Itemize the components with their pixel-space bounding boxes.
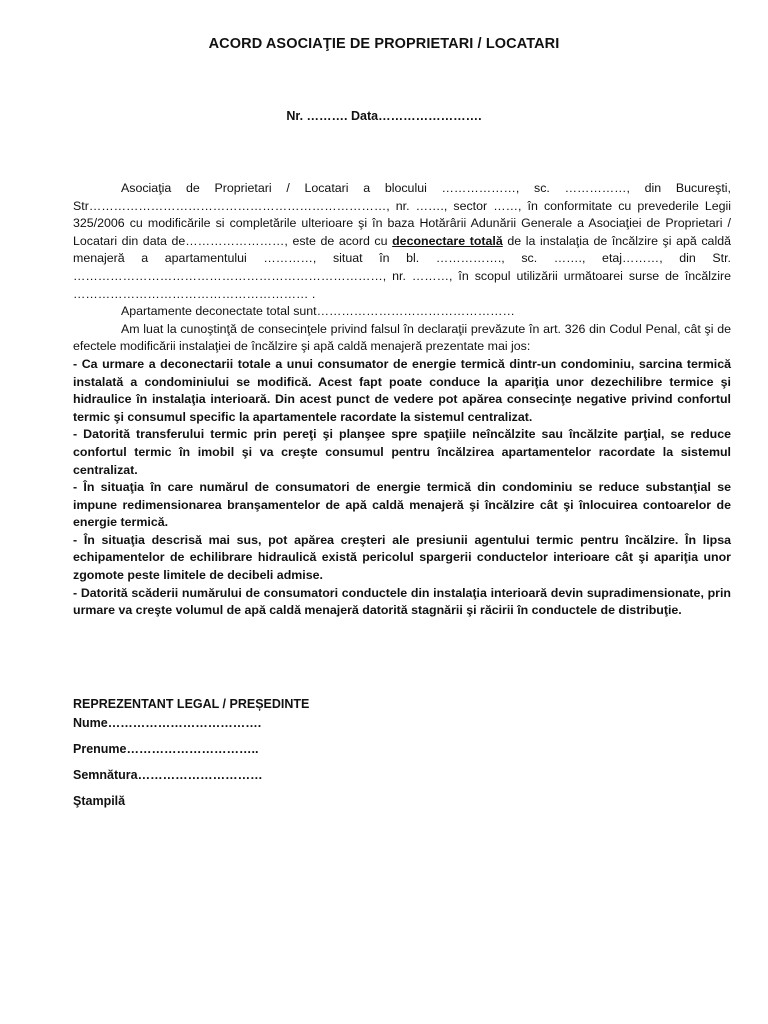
apartments-line: Apartamente deconectate total sunt………………………………………… bbox=[121, 304, 515, 319]
consequence-point-4: - În situaţia descrisă mai sus, pot apărea creşteri ale presiunii agentului termic pentru încălzire. În lipsa echipamentelor de echilibrare hidraulică există pericolul spargerii conductelor interioare cât şi apariţia unor zgomote peste limitele de decibeli admise. bbox=[73, 532, 731, 583]
consequence-point-1: - Ca urmare a deconectarii totale a unui consumator de energie termică dintr-un condominiu, sarcina termică instalată a condominiului se modifică. Acest fapt poate conduce la apariţia unor dezechilibre termice şi hidraulice în instalaţia interioară. Din acest punct de vedere pot apărea consecinţe negative privind confortul termic şi consumul specific la apartamentele racordate la sistemul centralizat. bbox=[73, 356, 731, 424]
consequence-point-3: - În situaţia în care numărul de consumatori de energie termică din condominiu se reduce substanţial se impune redimensionarea branşamentelor de apă caldă menajeră şi încălzire cât şi înlocuirea contoarelor de energie termică. bbox=[73, 480, 731, 530]
agreement-paragraph bbox=[73, 180, 731, 303]
consequence-point-5: - Datorită scăderii numărului de consumatori conductele din instalaţia interioară devin supradimensionate, prin urmare va creşte volumul de apă caldă menajeră datorită stagnării şi răcirii în conductele de distribuţie. bbox=[73, 585, 731, 618]
document-title: ACORD ASOCIAŢIE DE PROPRIETARI / LOCATARI bbox=[208, 36, 560, 52]
agreement-text-part1: Asociaţia de Proprietari / Locatari a blocului ………………, sc. ……………, din Bucureşti, Str………………………………………………………………, nr. ……., sector ……, în conformitate cu prevederile Legii 325/2006 cu modificările si completările ulterioare şi în baza Hotărârii Adunării Generale a Asociaţiei de Proprietari / Locatari din data de……………………, este de acord cu bbox=[73, 181, 731, 248]
legal-representative-heading: REPREZENTANT LEGAL / PREȘEDINTE bbox=[73, 697, 310, 711]
agreement-text-part2: de la instalaţia de încălzire şi apă caldă menajeră a apartamentului …………, situat în bl. ……………., sc. ……., etaj………, din Str. …………………………………………………………………, nr. ………, în scopul utilizării următoarei surse de încălzire ………………………………………………… . bbox=[73, 233, 731, 301]
name-field: Nume………………………………. bbox=[73, 716, 262, 730]
number-date-line: Nr. ………. Data……………………. bbox=[286, 109, 482, 123]
signature-block bbox=[73, 696, 309, 819]
surname-field: Prenume………………………….. bbox=[73, 742, 259, 756]
consequence-point-2: - Datorită transferului termic prin pereţi şi planşee spre spaţiile neîncălzite sau încălzite parţial, se reduce confortul termic în imobil şi va creşte consumul pentru încălzirea apartamentelor racordate la sistemul centralizat. bbox=[73, 427, 731, 477]
total-disconnection-emphasis: deconectare totală bbox=[392, 233, 503, 248]
stamp-field: Ştampilă bbox=[73, 794, 126, 808]
signature-field: Semnătura………………………… bbox=[73, 768, 263, 782]
document-body bbox=[73, 180, 731, 620]
acknowledgement-paragraph: Am luat la cunoştinţă de consecinţele privind falsul în declaraţii prevăzute în art. 326 din Codul Penal, cât şi de efectele modificării instalaţiei de încălzire şi apă caldă menajeră prezentate mai jos: bbox=[73, 321, 731, 354]
